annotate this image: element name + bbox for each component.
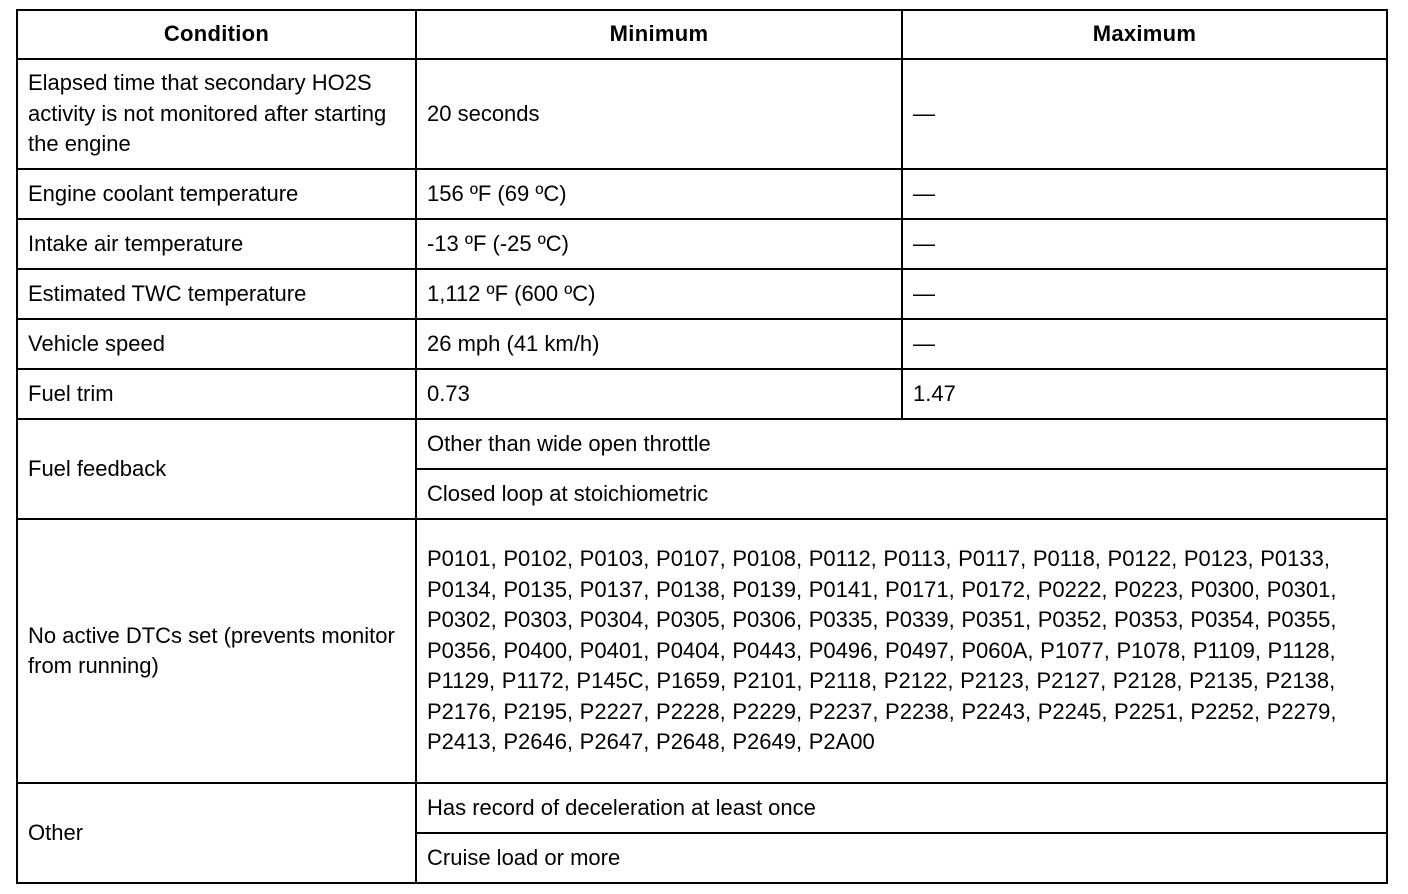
condition-cell: Vehicle speed <box>17 319 416 369</box>
table-row <box>17 369 1387 419</box>
minimum-cell: -13 ºF (-25 ºC) <box>416 219 902 269</box>
value-cell: Has record of deceleration at least once <box>416 783 1387 833</box>
condition-cell: Intake air temperature <box>17 219 416 269</box>
value-cell: Cruise load or more <box>416 833 1387 883</box>
maximum-cell: — <box>902 269 1387 319</box>
maximum-cell: — <box>902 319 1387 369</box>
table-row <box>17 169 1387 219</box>
header-condition: Condition <box>17 10 416 59</box>
condition-cell: Fuel trim <box>17 369 416 419</box>
condition-cell: Elapsed time that secondary HO2S activity is not monitored after starting the engine <box>17 59 416 169</box>
table-row <box>17 269 1387 319</box>
condition-cell: Estimated TWC temperature <box>17 269 416 319</box>
condition-cell: Other <box>17 783 416 883</box>
minimum-cell: 26 mph (41 km/h) <box>416 319 902 369</box>
condition-cell: Engine coolant temperature <box>17 169 416 219</box>
table-row <box>17 219 1387 269</box>
header-maximum: Maximum <box>902 10 1387 59</box>
table-row <box>17 783 1387 833</box>
value-cell: Other than wide open throttle <box>416 419 1387 469</box>
header-minimum: Minimum <box>416 10 902 59</box>
minimum-cell: 0.73 <box>416 369 902 419</box>
maximum-cell: — <box>902 59 1387 169</box>
maximum-cell: 1.47 <box>902 369 1387 419</box>
condition-cell: Fuel feedback <box>17 419 416 519</box>
maximum-cell: — <box>902 219 1387 269</box>
table-row <box>17 319 1387 369</box>
table-row <box>17 519 1387 783</box>
header-row <box>17 10 1387 59</box>
table-row <box>17 419 1387 469</box>
minimum-cell: 156 ºF (69 ºC) <box>416 169 902 219</box>
condition-cell: No active DTCs set (prevents monitor from running) <box>17 519 416 783</box>
dtc-list-cell: P0101, P0102, P0103, P0107, P0108, P0112, P0113, P0117, P0118, P0122, P0123, P0133, P0134, P0135, P0137, P0138, P0139, P0141, P0171, P0172, P0222, P0223, P0300, P0301, P0302, P0303, P0304, P0305, P0306, P0335, P0339, P0351, P0352, P0353, P0354, P0355, P0356, P0400, P0401, P0404, P0443, P0496, P0497, P060A, P1077, P1078, P1109, P1128, P1129, P1172, P145C, P1659, P2101, P2118, P2122, P2123, P2127, P2128, P2135, P2138, P2176, P2195, P2227, P2228, P2229, P2237, P2238, P2243, P2245, P2251, P2252, P2279, P2413, P2646, P2647, P2648, P2649, P2A00 <box>416 519 1387 783</box>
maximum-cell: — <box>902 169 1387 219</box>
conditions-table <box>16 9 1388 884</box>
table-row <box>17 59 1387 169</box>
minimum-cell: 1,112 ºF (600 ºC) <box>416 269 902 319</box>
value-cell: Closed loop at stoichiometric <box>416 469 1387 519</box>
minimum-cell: 20 seconds <box>416 59 902 169</box>
